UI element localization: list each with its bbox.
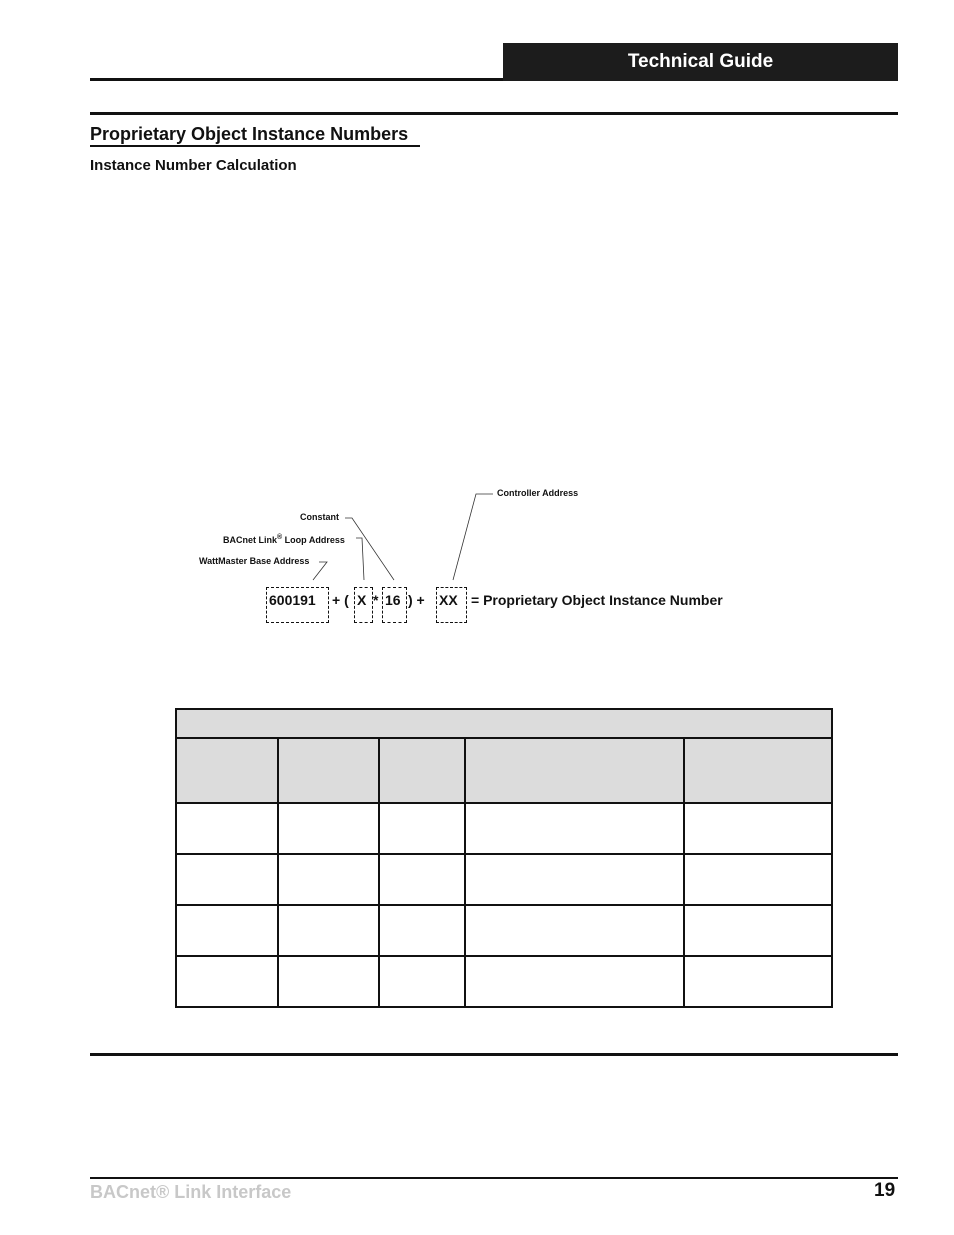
table-header-cell <box>684 738 832 803</box>
table-cell <box>465 956 684 1007</box>
section-subtitle: Instance Number Calculation <box>90 157 297 174</box>
table-cell <box>176 803 278 854</box>
table-row <box>176 956 832 1007</box>
instance-number-table <box>175 708 833 1008</box>
formula-times: * <box>373 592 379 608</box>
label-base-address: WattMaster Base Address <box>199 556 310 566</box>
header-title: Technical Guide <box>627 51 774 72</box>
formula-result: = Proprietary Object Instance Number <box>471 592 723 608</box>
formula-op2: ) + <box>408 592 425 608</box>
table-header-cell <box>278 738 380 803</box>
table-cell <box>176 905 278 956</box>
table-cell <box>379 854 465 905</box>
label-loop-address: BACnet Link® Loop Address <box>223 534 345 545</box>
formula-xx: XX <box>439 592 458 608</box>
footer-rule <box>90 1053 898 1056</box>
table-cell <box>379 956 465 1007</box>
section-title: Proprietary Object Instance Numbers <box>90 123 420 147</box>
table-cell <box>176 854 278 905</box>
leader-controller-address <box>453 494 493 580</box>
table-row <box>176 854 832 905</box>
table-cell <box>278 854 380 905</box>
table-caption-row <box>176 709 832 738</box>
leader-base-address <box>313 562 327 580</box>
leader-loop-address <box>356 538 364 580</box>
table-header-cell <box>379 738 465 803</box>
table-cell <box>278 803 380 854</box>
table-cell <box>379 803 465 854</box>
table-cell <box>278 905 380 956</box>
table-row <box>176 803 832 854</box>
table-cell <box>379 905 465 956</box>
table-cell <box>684 803 832 854</box>
table-cell <box>684 905 832 956</box>
table-header-cell <box>176 738 278 803</box>
leader-constant <box>345 518 394 580</box>
formula-constant: 16 <box>385 592 401 608</box>
table-cell <box>465 854 684 905</box>
table-row <box>176 905 832 956</box>
label-constant: Constant <box>300 512 339 522</box>
table-cell <box>684 854 832 905</box>
table-header-row <box>176 738 832 803</box>
formula-base: 600191 <box>269 592 316 608</box>
table-cell <box>465 905 684 956</box>
table-header-cell <box>465 738 684 803</box>
table-cell <box>684 956 832 1007</box>
footer-doc-title: BACnet® Link Interface <box>90 1182 292 1202</box>
table-caption-cell <box>176 709 832 738</box>
table-cell <box>176 956 278 1007</box>
formula-op1: + ( <box>332 592 349 608</box>
label-controller-address: Controller Address <box>497 488 579 498</box>
page-bottom-rule <box>90 1177 898 1179</box>
formula-x: X <box>357 592 367 608</box>
table-cell <box>465 803 684 854</box>
table-cell <box>278 956 380 1007</box>
page-number: 19 <box>874 1180 896 1201</box>
